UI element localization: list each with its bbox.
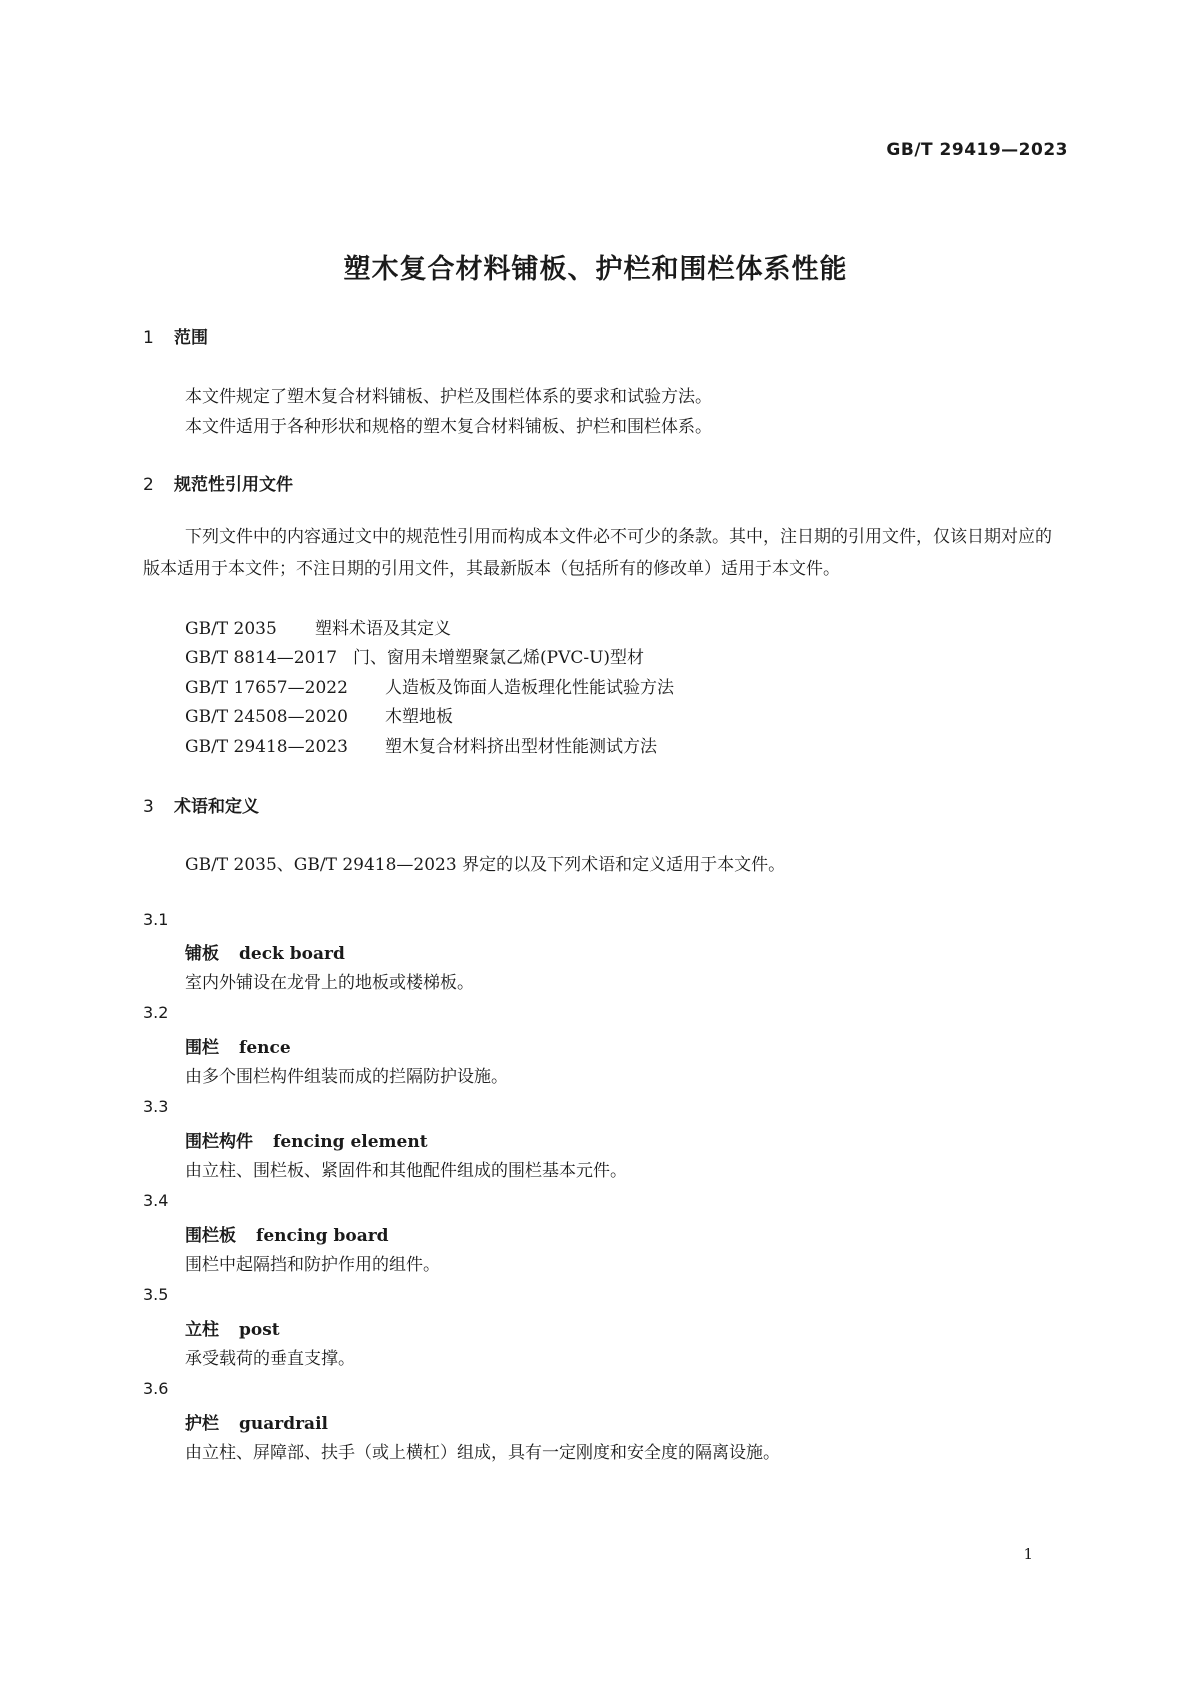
term-en: fence — [239, 1038, 291, 1058]
reference-code: GB/T 8814—2017 — [185, 648, 338, 668]
reference-code: GB/T 2035 — [185, 619, 277, 639]
term-heading — [185, 1221, 389, 1246]
reference-code: GB/T 17657—2022 — [185, 678, 348, 698]
term-zh: 护栏 — [185, 1414, 219, 1434]
reference-title: 人造板及饰面人造板理化性能试验方法 — [385, 678, 674, 698]
term-zh: 围栏板 — [185, 1226, 236, 1246]
term-definition: 由多个围栏构件组装而成的拦隔防护设施。 — [185, 1067, 508, 1087]
term-number: 3.4 — [143, 1191, 169, 1210]
reference-item — [185, 673, 674, 698]
term-zh: 围栏构件 — [185, 1132, 253, 1152]
section-title: 范围 — [174, 328, 208, 348]
reference-item — [185, 614, 451, 639]
section-number: 1 — [143, 328, 154, 348]
term-heading — [185, 1315, 280, 1340]
reference-item — [185, 702, 453, 727]
term-zh: 立柱 — [185, 1320, 219, 1340]
term-en: deck board — [239, 944, 345, 964]
document-title: 塑木复合材料铺板、护栏和围栏体系性能 — [343, 254, 848, 285]
reference-code: GB/T 29418—2023 — [185, 737, 348, 757]
section-title: 术语和定义 — [174, 797, 259, 817]
section-number: 3 — [143, 797, 154, 817]
term-zh: 铺板 — [185, 944, 219, 964]
term-number: 3.5 — [143, 1285, 169, 1304]
term-number: 3.2 — [143, 1003, 169, 1022]
scope-paragraph-1: 本文件规定了塑木复合材料铺板、护栏及围栏体系的要求和试验方法。 — [185, 387, 712, 407]
reference-item — [185, 643, 644, 668]
term-en: guardrail — [239, 1414, 328, 1434]
term-definition: 承受载荷的垂直支撑。 — [185, 1349, 355, 1369]
term-number: 3.3 — [143, 1097, 169, 1116]
term-zh: 围栏 — [185, 1038, 219, 1058]
term-definition: 围栏中起隔挡和防护作用的组件。 — [185, 1255, 440, 1275]
section-heading-terms-and-definitions — [143, 792, 259, 817]
page-number: 1 — [1023, 1545, 1033, 1563]
section-heading-normative-references — [143, 470, 293, 495]
term-number: 3.6 — [143, 1379, 169, 1398]
term-heading — [185, 939, 345, 964]
reference-code: GB/T 24508—2020 — [185, 707, 348, 727]
term-heading — [185, 1127, 428, 1152]
standard-number: GB/T 29419—2023 — [886, 140, 1068, 160]
term-en: post — [239, 1320, 280, 1340]
normative-references-intro: 下列文件中的内容通过文中的规范性引用而构成本文件必不可少的条款。其中，注日期的引用文件，仅该日期对应的版本适用于本文件；不注日期的引用文件，其最新版本（包括所有的修改单）适用于本文件。 — [143, 527, 1052, 579]
reference-title: 塑木复合材料挤出型材性能测试方法 — [385, 737, 657, 757]
term-en: fencing element — [273, 1132, 428, 1152]
term-definition: 由立柱、围栏板、紧固件和其他配件组成的围栏基本元件。 — [185, 1161, 627, 1181]
section-heading-scope — [143, 323, 208, 348]
term-en: fencing board — [256, 1226, 389, 1246]
term-definition: 室内外铺设在龙骨上的地板或楼梯板。 — [185, 973, 474, 993]
reference-title: 木塑地板 — [385, 707, 453, 727]
reference-title: 塑料术语及其定义 — [315, 619, 451, 639]
terms-intro: GB/T 2035、GB/T 29418—2023 界定的以及下列术语和定义适用于本文件。 — [185, 855, 786, 875]
term-heading — [185, 1033, 291, 1058]
section-number: 2 — [143, 475, 154, 495]
scope-paragraph-2: 本文件适用于各种形状和规格的塑木复合材料铺板、护栏和围栏体系。 — [185, 417, 712, 437]
section-title: 规范性引用文件 — [174, 475, 293, 495]
term-number: 3.1 — [143, 910, 169, 929]
term-heading — [185, 1409, 328, 1434]
term-definition: 由立柱、屏障部、扶手（或上横杠）组成，具有一定刚度和安全度的隔离设施。 — [185, 1443, 780, 1463]
reference-title: 门、窗用未增塑聚氯乙烯(PVC-U)型材 — [353, 648, 645, 668]
reference-item — [185, 732, 657, 757]
